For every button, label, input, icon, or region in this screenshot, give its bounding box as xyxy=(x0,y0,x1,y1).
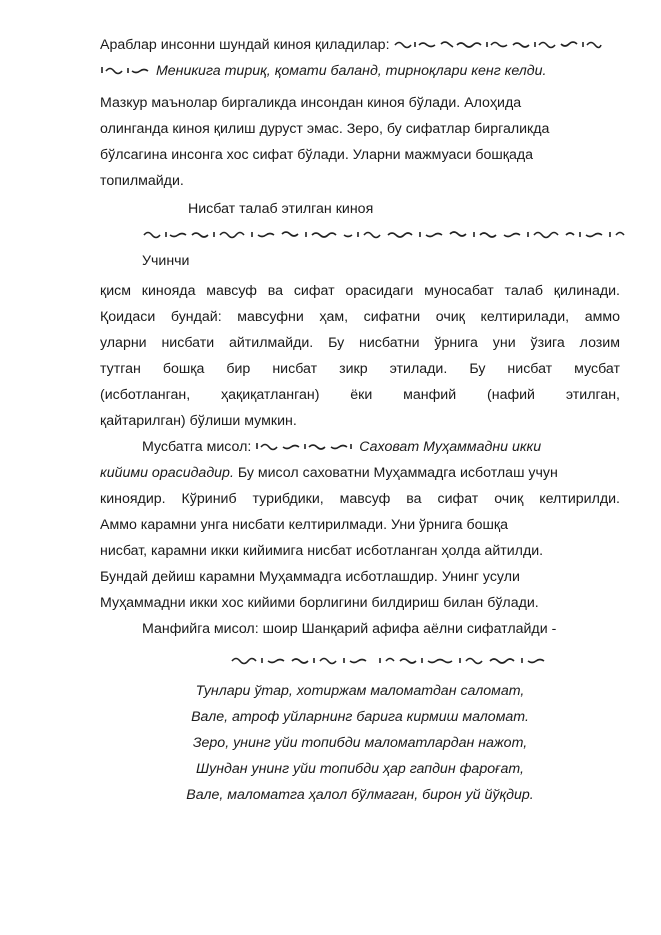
text-segment: Мусбатга мисол: xyxy=(142,439,252,455)
paragraph-2-line-6: (исботланган, ҳақиқатланган) ёки манфий (нафий этилган, xyxy=(100,387,620,403)
translation-italic: Меникига тириқ, қомати баланд, тирноқлари кенг келди. xyxy=(155,63,547,79)
paragraph-1-line-1 xyxy=(100,36,620,54)
paragraph-2-line-1: Учинчи xyxy=(142,253,190,269)
arabic-line-4 xyxy=(230,652,661,670)
paragraph-2-line-7: қайтарилган) бўлиши мумкин. xyxy=(100,413,297,429)
arabic-quote-1 xyxy=(393,39,603,49)
arabic-quote-3 xyxy=(255,441,355,451)
poem-line-5: Вале, маломатга ҳалол бўлмаган, бирон уй йўқдир. xyxy=(186,787,534,803)
paragraph-3-line-7: Муҳаммадни икки хос кийими борлигини билдириш билан бўлади. xyxy=(100,595,539,611)
paragraph-3-line-6: Бундай дейиш карамни Муҳаммадга исботлашдир. Унинг усули xyxy=(100,569,520,585)
poem-line-3: Зеро, унинг уйи топибди маломатлардан нажот, xyxy=(192,735,528,751)
arabic-poem xyxy=(230,655,550,665)
arabic-line-2 xyxy=(142,226,661,244)
text-segment: Араблар инсонни шундай киноя қиладилар: xyxy=(100,37,390,53)
paragraph-3-line-4: Аммо карамни унга нисбати келтирилмади. Уни ўрнига бошқа xyxy=(100,517,508,533)
poem-line-1: Тунлари ўтар, хотиржам маломатдан саломат, xyxy=(195,683,525,699)
paragraph-2-line-4: уларни нисбати айтилмайди. Бу нисбатни ўрнига уни ўзига лозим xyxy=(100,335,620,351)
arabic-quote-2 xyxy=(142,229,628,239)
paragraph-3-line-1 xyxy=(142,438,661,456)
arabic-quote-1-end xyxy=(100,65,152,75)
paragraph-2-line-2: қисм кинояда мавсуф ва сифат орасидаги муносабат талаб қилинади. xyxy=(100,283,620,299)
section-heading: Нисбат талаб этилган киноя xyxy=(188,201,374,217)
paragraph-1-line-5: бўлсагина инсонга хос сифат бўлади. Уларни мажмуаси бошқада xyxy=(100,147,534,163)
paragraph-3-line-3: киноядир. Кўриниб турибдики, мавсуф ва сифат очиқ келтирилди. xyxy=(100,491,620,507)
paragraph-3-line-5: нисбат, карамни икки кийимига нисбат исботланган ҳолда айтилди. xyxy=(100,543,544,559)
paragraph-4-line-1: Манфийга мисол: шоир Шанқарий афифа аёлни сифатлайди - xyxy=(142,621,557,637)
translation-italic: кийими орасидадир. xyxy=(100,465,234,481)
translation-italic: Саховат Муҳаммадни икки xyxy=(359,439,542,455)
paragraph-1-line-3: Мазкур маънолар биргаликда инсондан киноя бўлади. Алоҳида xyxy=(100,95,522,111)
paragraph-1-line-6: топилмайди. xyxy=(100,173,184,189)
poem-line-2: Вале, атроф уйларнинг барига кирмиш маломат. xyxy=(191,709,529,725)
paragraph-1-line-4: олинганда киноя қилиш дуруст эмас. Зеро, бу сифатлар биргаликда xyxy=(100,121,550,137)
poem-line-4: Шундан унинг уйи топибди ҳар гапдин фароғат, xyxy=(196,761,524,777)
paragraph-2-line-5: тутган бошқа бир нисбат зикр этилади. Бу нисбат мусбат xyxy=(100,361,620,377)
paragraph-1-line-2 xyxy=(100,62,620,80)
paragraph-2-line-3: Қоидаси бундай: мавсуфни ҳам, сифатни очиқ келтирилади, аммо xyxy=(100,309,620,325)
paragraph-3-line-2 xyxy=(100,464,620,482)
text-segment: Бу мисол саховатни Муҳаммадга исботлаш учун xyxy=(233,465,558,481)
